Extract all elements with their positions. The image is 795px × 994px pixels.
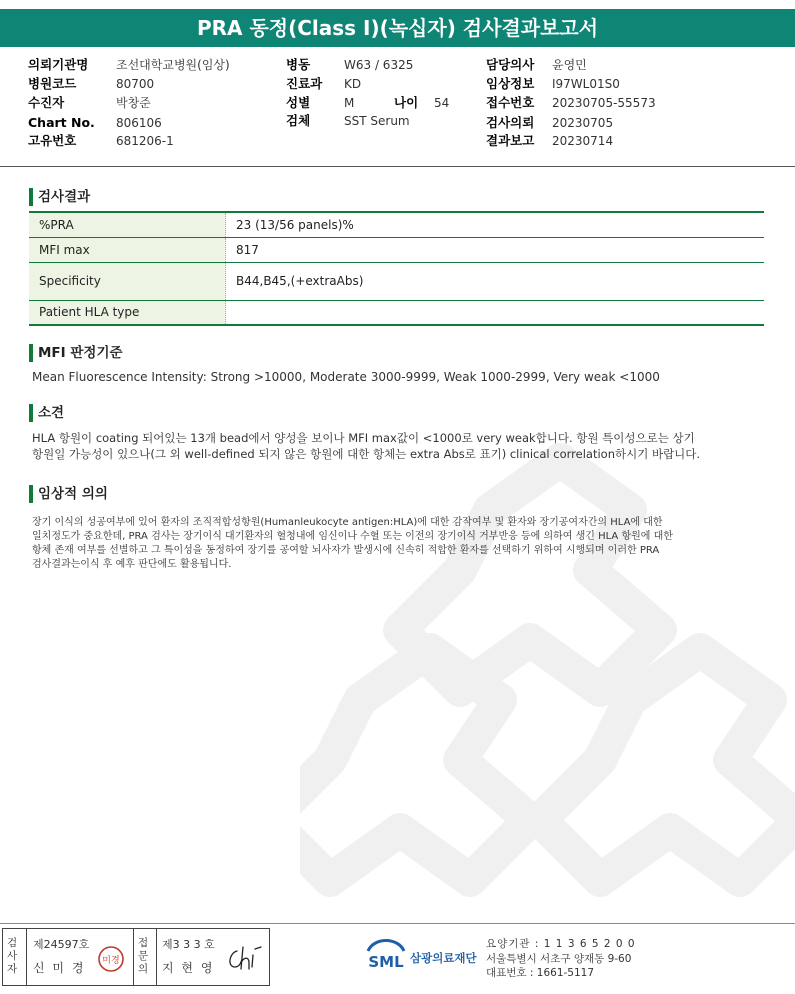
clinical-info-label: 임상정보 <box>486 76 535 91</box>
sex-value: M <box>344 96 355 110</box>
clinical-line-1: 장기 이식의 성공여부에 있어 환자의 조직적합성항원(Humanleukocyte antigen:HLA)에 대한 감작여부 및 환자와 장기공여자간의 HLA에 대한 <box>32 517 663 528</box>
ward-value: W63 / 6325 <box>344 58 414 72</box>
report-date-label: 결과보고 <box>486 133 535 148</box>
clinical-line-3: 항체 존재 여부를 선별하고 그 특이성을 동정하여 장기를 공여할 뇌사자가 발생시에 신속히 적합한 환자를 선택하기 위하여 시행되며 이러한 PRA <box>32 545 660 556</box>
specimen-label: 검체 <box>286 113 311 128</box>
department-label: 진료과 <box>286 76 323 91</box>
verifier-number: 제3 3 3 호 <box>162 938 215 951</box>
mfi-section-title: MFI 판정기준 <box>38 345 123 361</box>
footer-divider <box>0 923 795 924</box>
opinion-section-title: 소견 <box>38 405 65 421</box>
receipt-no-label: 접수번호 <box>486 95 535 110</box>
result-key-hla-type: Patient HLA type <box>29 300 226 325</box>
examiner-name: 신 미 경 <box>33 961 86 975</box>
sex-label: 성별 <box>286 95 311 110</box>
result-key-specificity: Specificity <box>29 262 226 300</box>
divider <box>133 929 134 985</box>
unique-id-label: 고유번호 <box>28 133 77 148</box>
mfi-criteria-text: Mean Fluorescence Intensity: Strong >10000, Moderate 3000-9999, Weak 1000-2999, Very weak <1000 <box>32 370 660 384</box>
clinical-info-value: I97WL01S0 <box>552 77 620 91</box>
result-value-mfi: 817 <box>226 237 765 262</box>
section-marker <box>29 485 33 503</box>
request-date-value: 20230705 <box>552 116 614 130</box>
result-value-hla-type <box>226 300 765 325</box>
examiner-seal-icon <box>97 945 125 973</box>
result-key-pra: %PRA <box>29 212 226 237</box>
section-marker <box>29 404 33 422</box>
divider <box>26 929 27 985</box>
header-divider <box>0 166 795 167</box>
chart-no-value: 806106 <box>116 116 162 130</box>
result-value-specificity: B44,B45,(+extraAbs) <box>226 262 765 300</box>
care-code: 요양기관 : 1 1 3 6 5 2 0 0 <box>486 938 636 950</box>
doctor-value: 윤영민 <box>552 58 587 72</box>
doctor-label: 담당의사 <box>486 57 535 72</box>
verifier-label: 접문의 <box>138 937 149 975</box>
org-phone: 대표번호 : 1661-5117 <box>486 967 595 979</box>
result-value-pra: 23 (13/56 panels)% <box>226 212 765 237</box>
table-row <box>29 212 764 237</box>
table-row <box>29 300 764 325</box>
report-date-value: 20230714 <box>552 134 614 148</box>
verifier-name: 지 현 영 <box>162 961 215 975</box>
clinical-line-2: 일치정도가 중요한데, PRA 검사는 장기이식 대기환자의 혈청내에 임신이나 수혈 또는 이전의 장기이식 거부반응 등에 의하여 생긴 HLA 항원에 대한 <box>32 531 673 542</box>
opinion-line-1: HLA 항원이 coating 되어있는 13개 bead에서 양성을 보이나 MFI max값이 <1000로 very weak합니다. 항원 특이성으로는 상기 <box>32 431 695 445</box>
watermark-logo <box>300 440 795 910</box>
section-marker <box>29 188 33 206</box>
org-address: 서울특별시 서초구 양재동 9-60 <box>486 953 632 965</box>
verifier-signature-icon <box>225 943 263 973</box>
examiner-number: 제24597호 <box>33 938 90 951</box>
divider <box>156 929 157 985</box>
results-section-title: 검사결과 <box>38 189 91 205</box>
clinical-line-4: 검사결과는이식 후 예후 판단에도 활용됩니다. <box>32 559 232 570</box>
org-name: 삼광의료재단 <box>410 951 477 965</box>
signature-box <box>2 928 270 986</box>
examiner-label: 검사자 <box>7 937 18 975</box>
hospital-code-label: 병원코드 <box>28 76 77 91</box>
hospital-code-value: 80700 <box>116 77 155 91</box>
patient-value: 박창준 <box>116 96 151 110</box>
table-row <box>29 262 764 300</box>
clinical-section-title: 임상적 의의 <box>38 486 108 502</box>
sml-logo-icon <box>364 935 408 975</box>
section-marker <box>29 344 33 362</box>
receipt-no-value: 20230705-55573 <box>552 96 656 110</box>
ward-label: 병동 <box>286 57 311 72</box>
specimen-value: SST Serum <box>344 114 410 128</box>
hospital-name-value: 조선대학교병원(임상) <box>116 58 230 72</box>
unique-id-value: 681206-1 <box>116 134 174 148</box>
results-table <box>29 211 764 326</box>
examiner-seal-text: 미경 <box>102 956 120 966</box>
table-row <box>29 237 764 262</box>
opinion-line-2: 항원일 가능성이 있으나(그 외 well-defined 되지 않은 항원에 대한 항체는 extra Abs로 표기) clinical correlation하시기 바랍니다. <box>32 447 701 461</box>
request-date-label: 검사의뢰 <box>486 115 535 130</box>
result-key-mfi: MFI max <box>29 237 226 262</box>
patient-label: 수진자 <box>28 95 65 110</box>
logo-text: SML <box>368 953 404 971</box>
report-title: PRA 동정(Class I)(녹십자) 검사결과보고서 <box>0 9 795 47</box>
hospital-name-label: 의뢰기관명 <box>28 57 89 72</box>
age-value: 54 <box>434 96 450 110</box>
chart-no-label: Chart No. <box>28 115 95 130</box>
age-label: 나이 <box>394 95 419 110</box>
department-value: KD <box>344 77 362 91</box>
